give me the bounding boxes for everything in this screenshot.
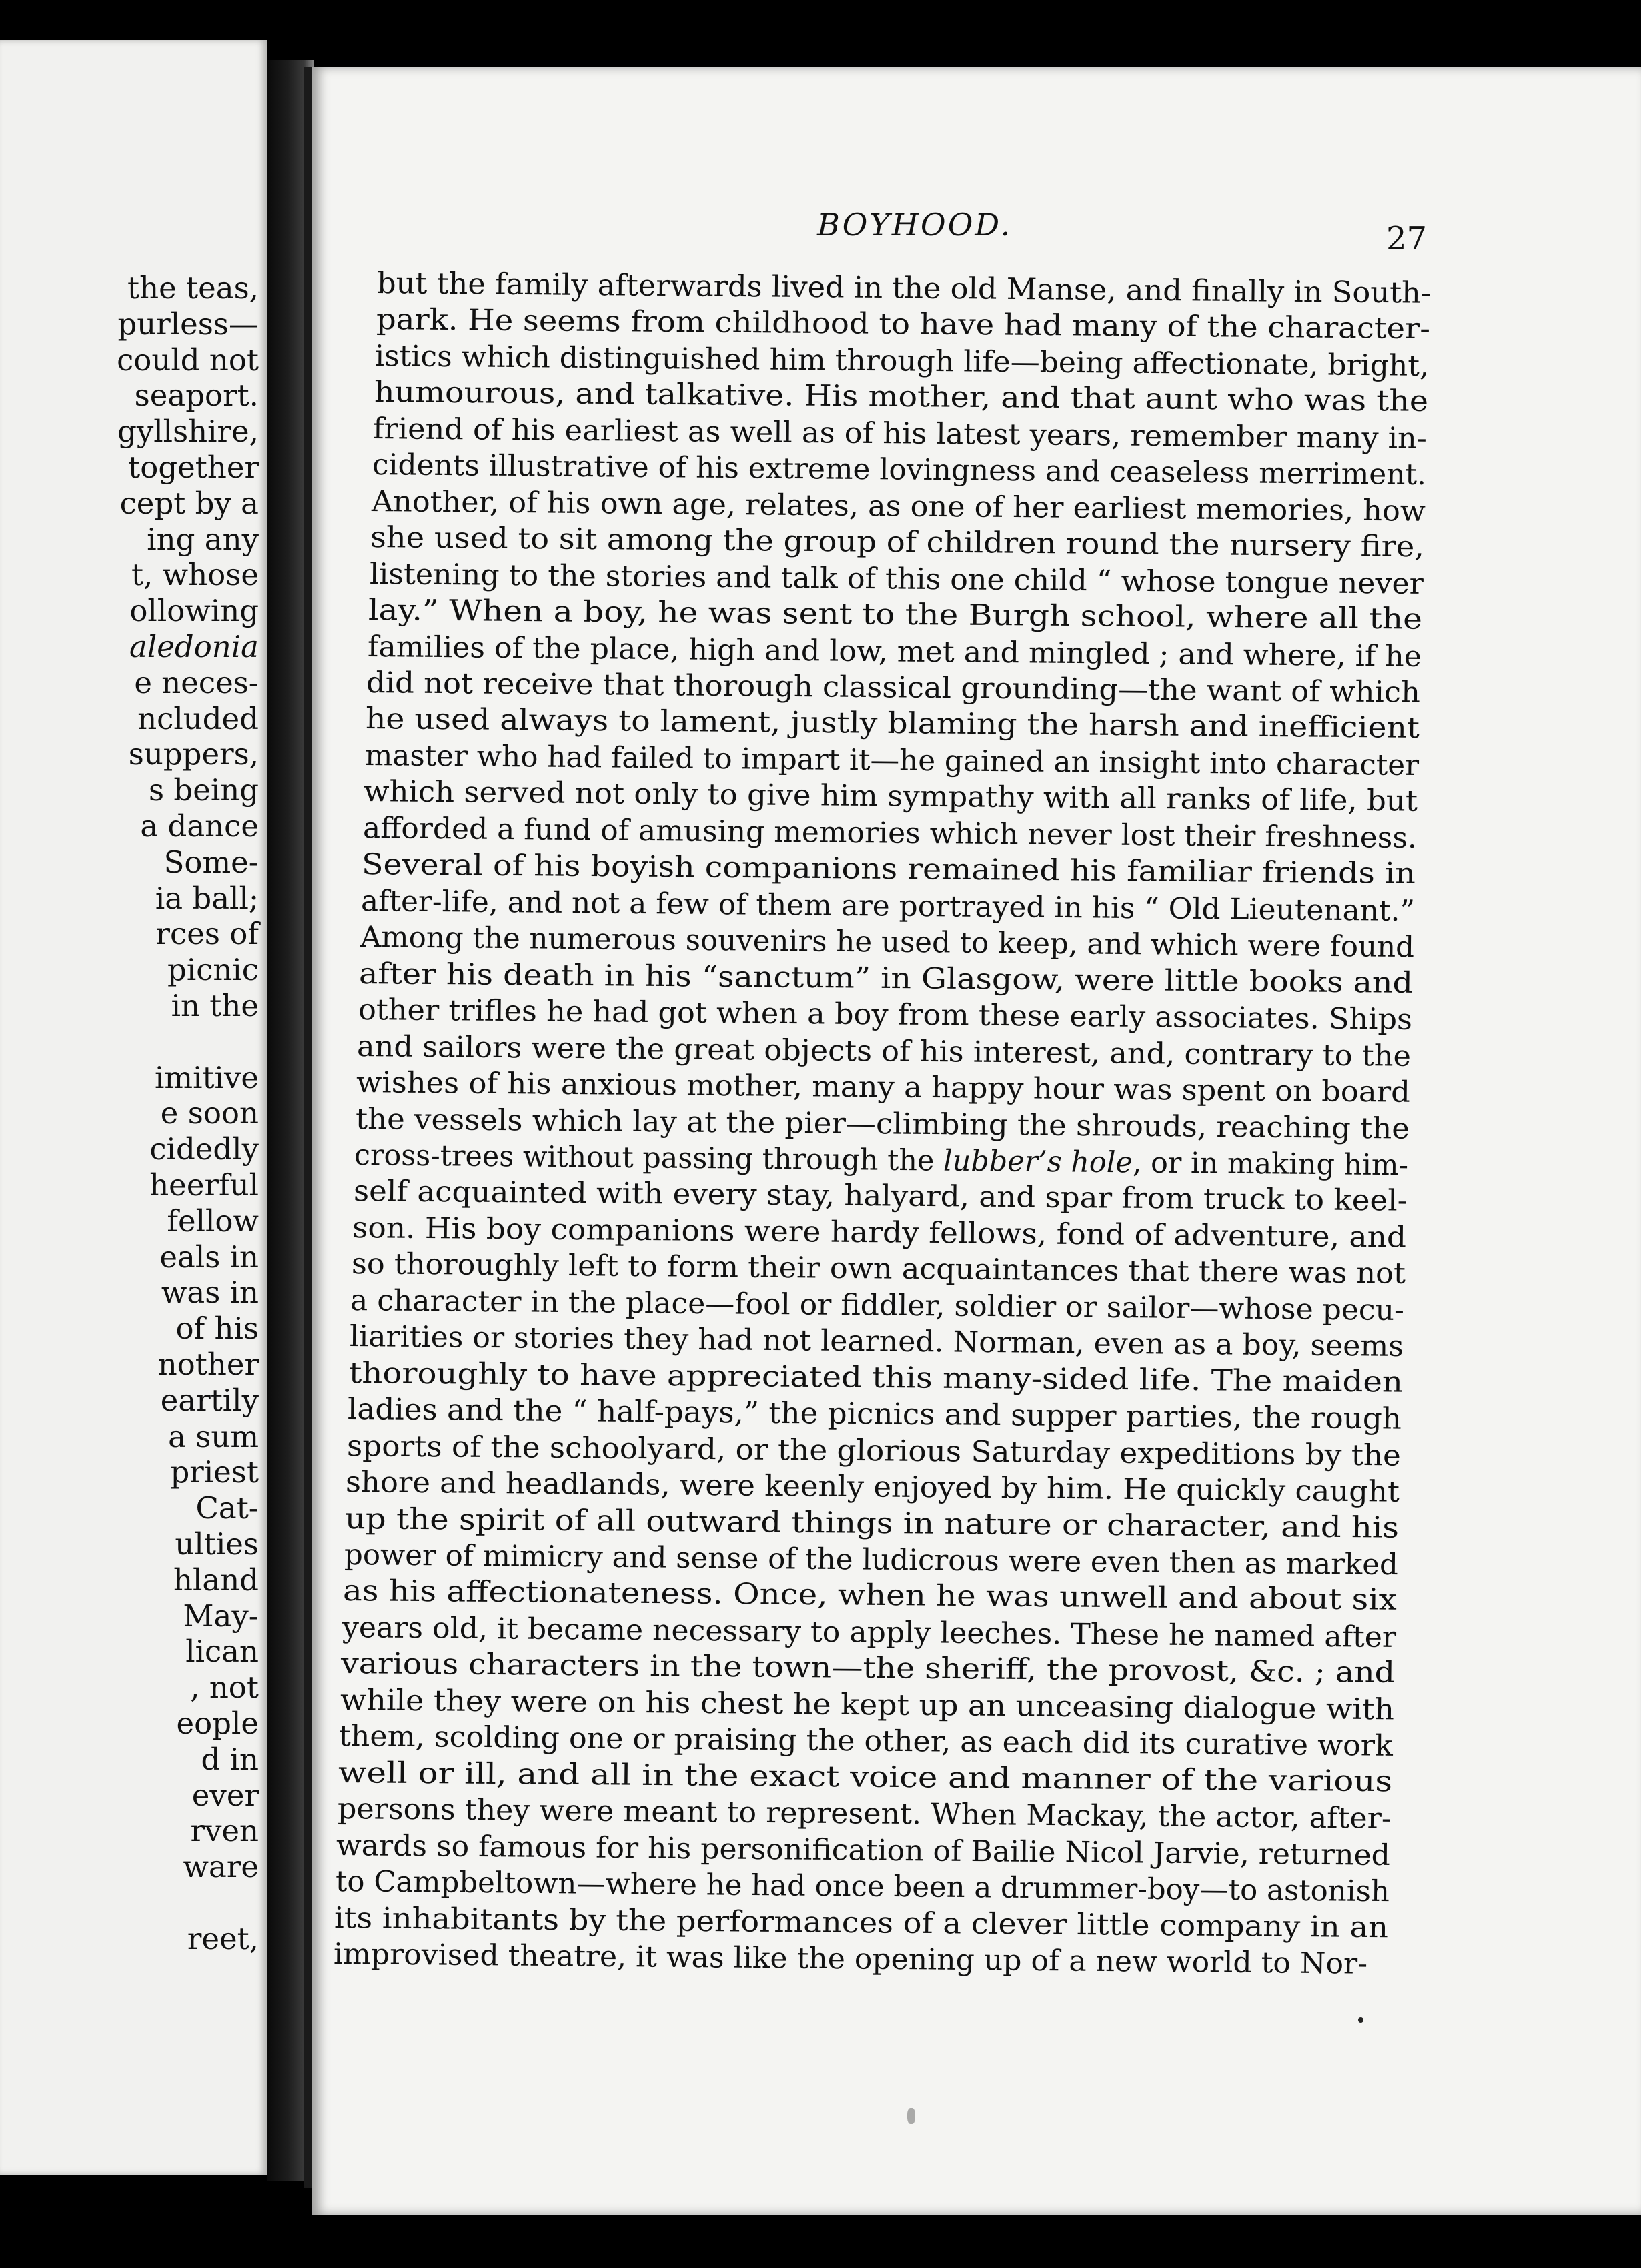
body-line: cross-trees without passing through the lubber’s hole, or in making him-	[354, 1138, 1409, 1183]
left-page-line: was in	[161, 1275, 259, 1311]
left-page-line: a sum	[168, 1418, 259, 1454]
left-page-line: eals in	[159, 1239, 259, 1275]
body-line: years old, it became necessary to apply leeches. These he named after	[342, 1610, 1396, 1654]
left-page-line: eartily	[160, 1382, 259, 1418]
body-line: friend of his earliest as well as of his latest years, remember many in-	[373, 412, 1428, 456]
left-page-line: s being	[148, 772, 259, 808]
body-line: up the spirit of all outward things in nature or character, and his	[344, 1502, 1400, 1545]
body-line: humourous, and talkative. His mother, and that aunt who was the	[374, 376, 1428, 419]
body-line: cidents illustrative of his extreme lovingness and ceaseless merriment.	[372, 448, 1427, 492]
body-line: wards so famous for his personification of Bailie Nicol Jarvie, returned	[336, 1828, 1391, 1872]
left-page-line: a dance	[140, 808, 259, 844]
body-line: thoroughly to have appreciated this many-sided life. The maiden	[348, 1356, 1403, 1399]
left-page-line: seaport.	[134, 378, 259, 414]
ink-smudge	[907, 2108, 915, 2124]
running-head: BOYHOOD.	[817, 207, 1013, 243]
left-page-line: picnic	[167, 952, 259, 988]
body-line: listening to the stories and talk of this one child “ whose tongue never	[369, 557, 1424, 601]
left-page-line: t, whose	[131, 557, 259, 593]
left-page-line: d in	[201, 1741, 259, 1777]
body-line: sports of the schoolyard, or the glorious Saturday expeditions by the	[346, 1429, 1401, 1473]
left-page-line: in the	[171, 988, 259, 1023]
body-line: well or ill, and all in the exact voice and manner of the various	[338, 1756, 1393, 1798]
body-line: istics which distinguished him through life—being affectionate, bright,	[374, 339, 1430, 383]
left-page-line: hland	[173, 1562, 259, 1598]
left-page-line: ollowing	[129, 593, 259, 629]
left-page-line: aledonia	[129, 629, 259, 664]
left-page-line: ever	[191, 1777, 259, 1813]
body-line: families of the place, high and low, met and mingled ; and where, if he	[367, 630, 1422, 674]
left-page-line: May-	[183, 1598, 259, 1634]
left-page-line: priest	[170, 1454, 259, 1490]
body-line: other trifles he had got when a boy from these early associates. Ships	[358, 993, 1412, 1037]
body-line: lay.” When a boy, he was sent to the Burgh school, where all the	[368, 594, 1423, 636]
left-page-line: heerful	[149, 1167, 259, 1203]
left-page-line: could not	[117, 342, 259, 378]
body-line: which served not only to give him sympathy with all ranks of life, but	[363, 775, 1418, 819]
body-line: power of mimicry and sense of the ludicrous were even then as marked	[344, 1538, 1398, 1582]
body-line: to Campbeltown—where he had once been a drummer-boy—to astonish	[335, 1865, 1390, 1909]
body-line: after-life, and not a few of them are portrayed in his “ Old Lieutenant.”	[360, 884, 1416, 928]
left-page	[0, 40, 267, 2175]
left-page-line: rven	[190, 1813, 259, 1849]
page-number: 27	[1386, 220, 1428, 257]
body-line: a character in the place—fool or fiddler, soldier or sailor—whose pecu-	[350, 1283, 1405, 1327]
left-page-line: gyllshire,	[117, 414, 259, 450]
left-page-line: ulties	[175, 1526, 259, 1562]
left-page-line: e soon	[160, 1095, 259, 1131]
body-line: various characters in the town—the sheriff, the provost, &c. ; and	[341, 1647, 1396, 1690]
body-line: shore and headlands, were keenly enjoyed by him. He quickly caught	[346, 1466, 1400, 1509]
left-page-line: ia ball;	[155, 880, 259, 916]
body-line: and sailors were the great objects of his interest, and, contrary to the	[357, 1029, 1412, 1073]
body-line: while they were on his chest he kept up an unceasing dialogue with	[340, 1683, 1395, 1727]
left-page-line: reet,	[187, 1920, 259, 1956]
left-page-line: Cat-	[195, 1490, 259, 1526]
left-page-line: , not	[190, 1670, 259, 1706]
left-page-line: the teas,	[127, 270, 259, 306]
body-line: them, scolding one or praising the other, as each did its curative work	[339, 1720, 1394, 1764]
left-page-line: rces of	[155, 916, 259, 952]
left-page-line: ing any	[147, 521, 259, 557]
left-page-line: suppers,	[128, 736, 259, 772]
body-line: ladies and the “ half-pays,” the picnics and supper parties, the rough	[347, 1393, 1402, 1436]
left-page-line: together	[128, 450, 259, 485]
left-page-line: eople	[176, 1706, 259, 1741]
body-line: Several of his boyish companions remained his familiar friends in	[362, 848, 1416, 891]
left-page-text-fragments	[0, 40, 267, 2175]
left-page-line: cept by a	[119, 485, 259, 521]
left-page-line: lican	[185, 1634, 259, 1670]
body-line: its inhabitants by the performances of a clever little company in an	[334, 1901, 1389, 1944]
body-line: afforded a fund of amusing memories which never lost their freshness.	[362, 811, 1417, 855]
left-page-line: e neces-	[134, 664, 259, 700]
left-page-line: ncluded	[137, 700, 259, 736]
body-line: master who had failed to impart it—he gained an insight into character	[364, 738, 1419, 783]
left-page-line: imitive	[155, 1059, 259, 1095]
body-line: did not receive that thorough classical grounding—the want of which	[366, 666, 1421, 710]
body-line: son. His boy companions were hardy fellows, fond of adventure, and	[352, 1211, 1407, 1255]
body-line: after his death in his “sanctum” in Glasgow, were little books and	[358, 957, 1414, 1000]
body-line: liarities or stories they had not learned. Norman, even as a boy, seems	[349, 1320, 1404, 1364]
left-page-line: cidedly	[149, 1131, 259, 1167]
left-page-line: Some-	[163, 844, 259, 880]
body-line: persons they were meant to represent. When Mackay, the actor, after-	[337, 1792, 1392, 1836]
body-line: so thoroughly left to form their own acquaintances that there was not	[351, 1247, 1406, 1291]
body-line: the vessels which lay at the pier—climbing the shrouds, reaching the	[355, 1102, 1410, 1146]
left-page-line: purless—	[117, 306, 259, 342]
body-line: park. He seems from childhood to have had many of the character-	[376, 303, 1430, 346]
body-line: she used to sit among the group of children round the nursery fire,	[370, 521, 1425, 564]
body-line: improvised theatre, it was like the opening up of a new world to Nor-	[333, 1938, 1368, 1981]
left-page-line: nother	[157, 1347, 259, 1382]
left-page-line: ware	[183, 1849, 259, 1885]
body-line: Among the numerous souvenirs he used to keep, and which were found	[360, 921, 1414, 965]
body-line: Another, of his own age, relates, as one of her earliest memories, how	[371, 484, 1426, 528]
body-line: he used always to lament, justly blaming the harsh and inefficient	[365, 702, 1420, 746]
body-line: self acquainted with every stay, halyard, and spar from truck to keel-	[353, 1175, 1408, 1219]
ink-dot	[1358, 2017, 1363, 2023]
body-line: as his affectionateness. Once, when he was unwell and about six	[342, 1574, 1398, 1618]
left-page-line: fellow	[167, 1203, 259, 1239]
body-line: but the family afterwards lived in the old Manse, and finally in South-	[376, 267, 1432, 310]
body-line: wishes of his anxious mother, many a happy hour was spent on board	[356, 1066, 1411, 1109]
left-page-line: of his	[175, 1311, 259, 1347]
